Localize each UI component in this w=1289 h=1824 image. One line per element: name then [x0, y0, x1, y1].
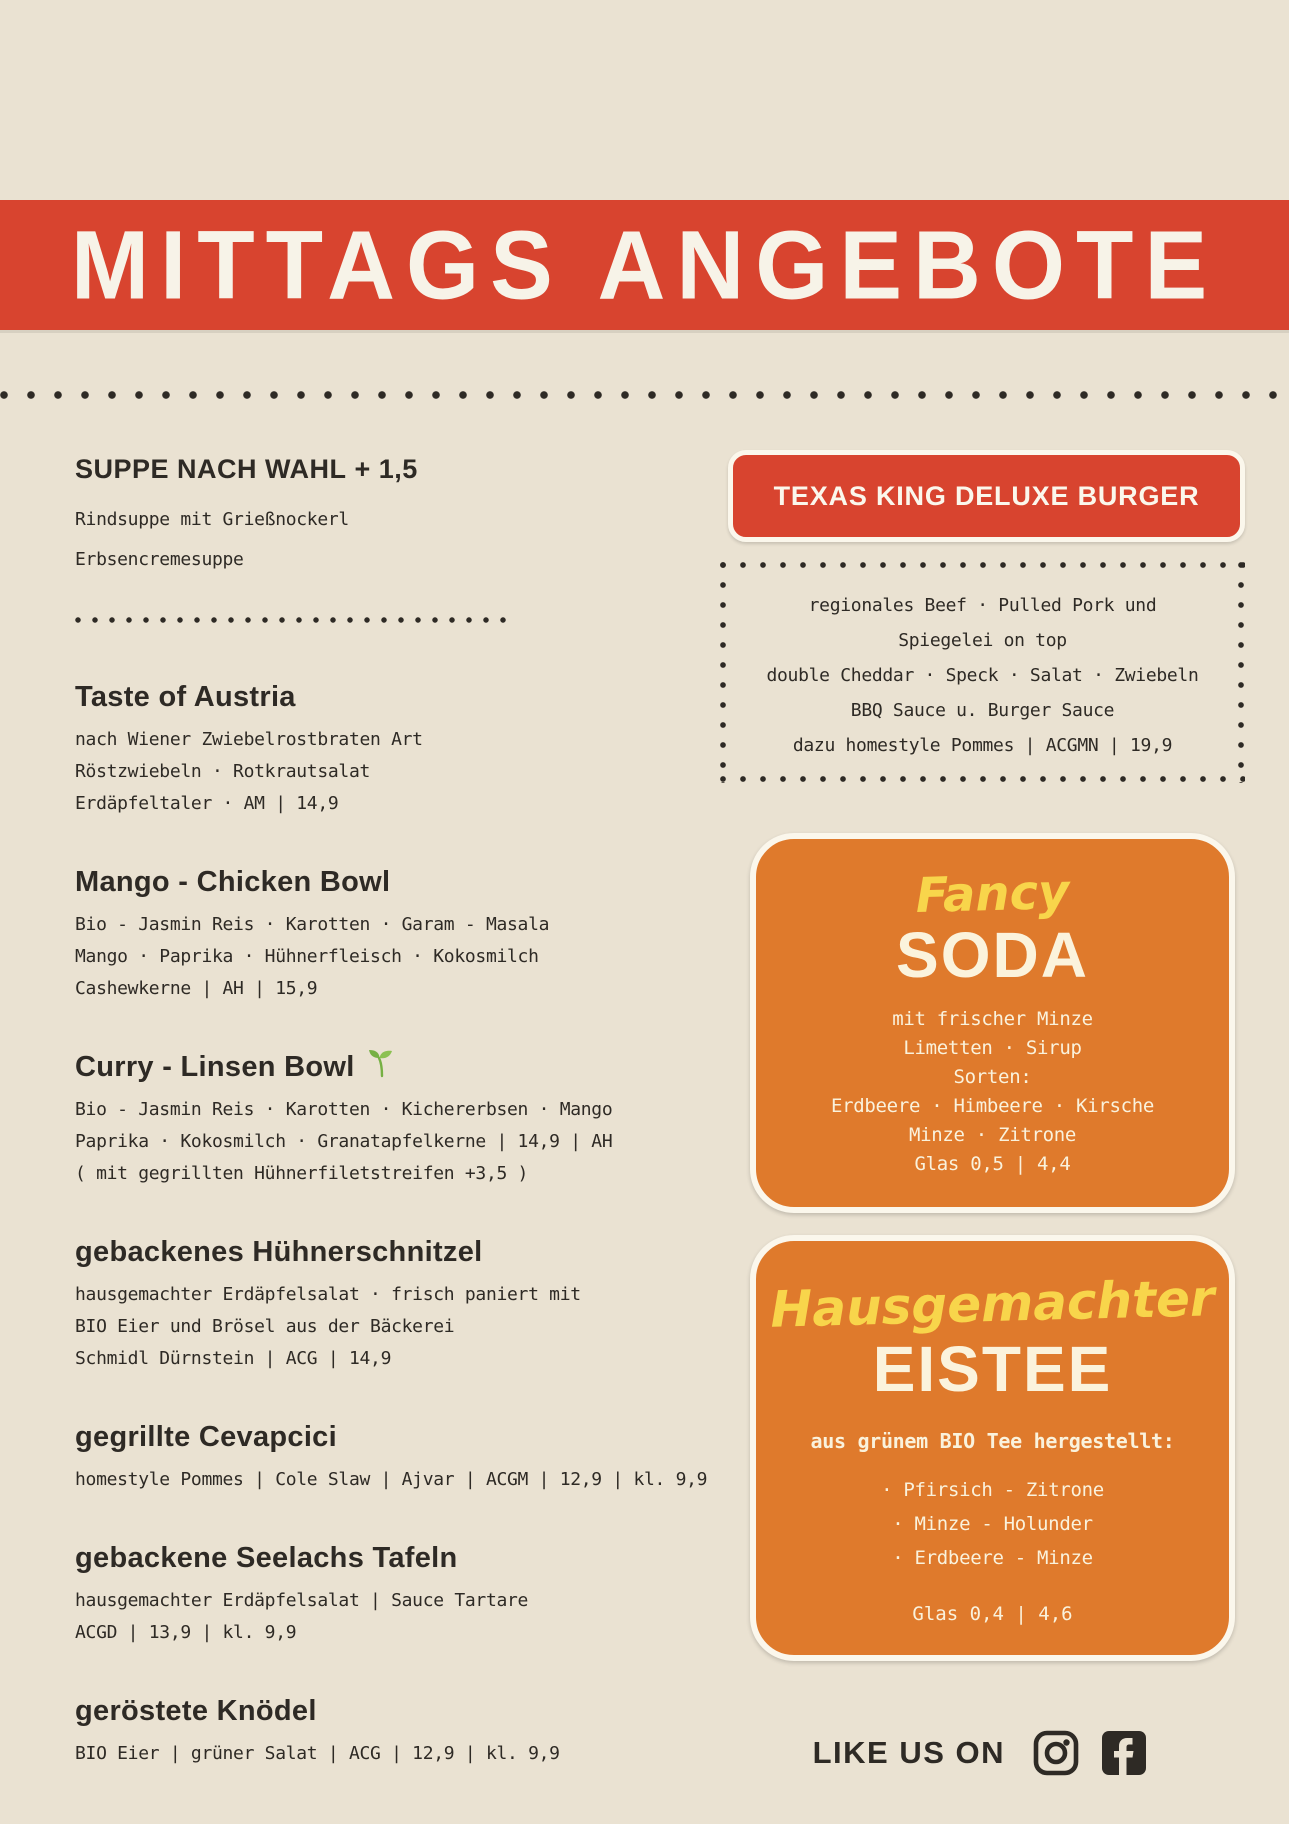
menu-item-suppe [75, 452, 675, 580]
burger-line: double Cheddar · Speck · Salat · Zwiebeln [766, 665, 1199, 686]
menu-item-line: hausgemachter Erdäpfelsalat | Sauce Tartare [75, 1590, 529, 1611]
eistee-flavors [766, 1473, 1219, 1575]
dotted-divider-small [75, 616, 507, 624]
menu-item-line: Cashewkerne | AH | 15,9 [75, 978, 318, 999]
menu-item-line: Erbsencremesuppe [75, 549, 244, 570]
menu-item-title: gegrillte Cevapcici [75, 1421, 337, 1453]
burger-line: regionales Beef · Pulled Pork und [808, 595, 1157, 616]
menu-item-line: Mango · Paprika · Hühnerfleisch · Kokosmilch [75, 946, 539, 967]
menu-item-lines [75, 1738, 675, 1770]
burger-line: Spiegelei on top [898, 630, 1067, 651]
soda-line: Glas 0,5 | 4,4 [914, 1153, 1071, 1175]
menu-item-line: Schmidl Dürnstein | ACG | 14,9 [75, 1348, 392, 1369]
texas-burger-description-box [720, 562, 1245, 783]
eistee-subtitle: aus grünem BIO Tee hergestellt: [810, 1429, 1175, 1453]
menu-item-lines [75, 1464, 708, 1496]
fancy-soda-card [750, 833, 1235, 1213]
page-title: MITTAGS ANGEBOTE [70, 209, 1219, 320]
texas-burger-banner [728, 450, 1245, 542]
menu-item-knoedel [75, 1694, 675, 1770]
texas-burger-title: TEXAS KING DELUXE BURGER [773, 480, 1200, 511]
menu-item-title-text: Curry - Linsen Bowl [75, 1051, 355, 1083]
facebook-icon[interactable] [1099, 1728, 1149, 1778]
eistee-flavor: · Pfirsich - Zitrone [881, 1479, 1104, 1501]
eistee-card [750, 1235, 1235, 1661]
menu-item-title: Taste of Austria [75, 681, 296, 713]
menu-item-line: Bio - Jasmin Reis · Karotten · Kichererbsen · Mango [75, 1099, 613, 1120]
menu-right-column [720, 450, 1245, 1661]
menu-item-title: geröstete Knödel [75, 1695, 317, 1727]
seedling-icon [365, 1046, 399, 1080]
soda-line: Erdbeere · Himbeere · Kirsche [830, 1095, 1155, 1117]
menu-item-line: BIO Eier und Brösel aus der Bäckerei [75, 1316, 455, 1337]
soda-line: Sorten: [953, 1066, 1032, 1088]
soda-script-word: Fancy [914, 863, 1071, 925]
menu-item-line: BIO Eier | grüner Salat | ACG | 12,9 | kl. 9,9 [75, 1743, 560, 1764]
menu-item-title: Mango - Chicken Bowl [75, 866, 391, 898]
menu-item-line: Bio - Jasmin Reis · Karotten · Garam - Masala [75, 914, 550, 935]
instagram-icon[interactable] [1031, 1728, 1081, 1778]
burger-line: BBQ Sauce u. Burger Sauce [850, 700, 1115, 721]
menu-item-title: gebackenes Hühnerschnitzel [75, 1236, 483, 1268]
soda-line: Limetten · Sirup [903, 1037, 1082, 1059]
soda-title: SODA [896, 919, 1089, 991]
eistee-flavor: · Erdbeere - Minze [892, 1547, 1093, 1569]
menu-item-lines [75, 724, 675, 820]
soda-lines [766, 1005, 1219, 1179]
menu-item-line: ACGD | 13,9 | kl. 9,9 [75, 1622, 297, 1643]
menu-item-title [75, 1050, 675, 1084]
menu-item-lines [75, 500, 675, 580]
menu-item-price-suffix: + 1,5 [346, 454, 418, 484]
menu-item-line: nach Wiener Zwiebelrostbraten Art [75, 729, 423, 750]
menu-item-line: Rindsuppe mit Grießnockerl [75, 509, 349, 530]
menu-left-column [75, 452, 708, 1770]
menu-item-curry-linsen-bowl [75, 1050, 675, 1190]
social-footer [813, 1728, 1149, 1778]
menu-item-taste-of-austria [75, 680, 675, 820]
menu-item-lines [75, 1094, 675, 1190]
eistee-script-word: Hausgemachter [769, 1269, 1216, 1339]
menu-item-title: gebackene Seelachs Tafeln [75, 1542, 458, 1574]
like-us-on-label: LIKE US ON [812, 1735, 1005, 1770]
menu-item-mango-chicken-bowl [75, 865, 675, 1005]
burger-line: dazu homestyle Pommes | ACGMN | 19,9 [792, 735, 1173, 756]
dotted-divider-top [0, 390, 1289, 400]
top-banner [0, 200, 1289, 330]
eistee-title: EISTEE [872, 1333, 1113, 1405]
eistee-price: Glas 0,4 | 4,6 [912, 1603, 1073, 1625]
menu-item-line: homestyle Pommes | Cole Slaw | Ajvar | ACGM | 12,9 | kl. 9,9 [75, 1469, 708, 1490]
menu-item-huehnerschnitzel [75, 1235, 675, 1375]
soda-line: mit frischer Minze [892, 1008, 1093, 1030]
menu-item-line: Erdäpfeltaler · AM | 14,9 [75, 793, 339, 814]
menu-item-line: Röstzwiebeln · Rotkrautsalat [75, 761, 371, 782]
menu-item-lines [75, 909, 675, 1005]
menu-item-title [75, 452, 675, 486]
menu-item-title-text: SUPPE NACH WAHL [75, 454, 347, 484]
menu-item-lines [75, 1279, 675, 1375]
menu-item-line: Paprika · Kokosmilch · Granatapfelkerne | 14,9 | AH [75, 1131, 613, 1152]
menu-item-lines [75, 1585, 675, 1649]
menu-item-cevapcici [75, 1420, 708, 1496]
menu-item-line: ( mit gegrillten Hühnerfiletstreifen +3,5 ) [75, 1163, 529, 1184]
menu-item-seelachs [75, 1541, 675, 1649]
soda-line: Minze · Zitrone [908, 1124, 1077, 1146]
menu-item-line: hausgemachter Erdäpfelsalat · frisch paniert mit [75, 1284, 581, 1305]
eistee-flavor: · Minze - Holunder [892, 1513, 1093, 1535]
